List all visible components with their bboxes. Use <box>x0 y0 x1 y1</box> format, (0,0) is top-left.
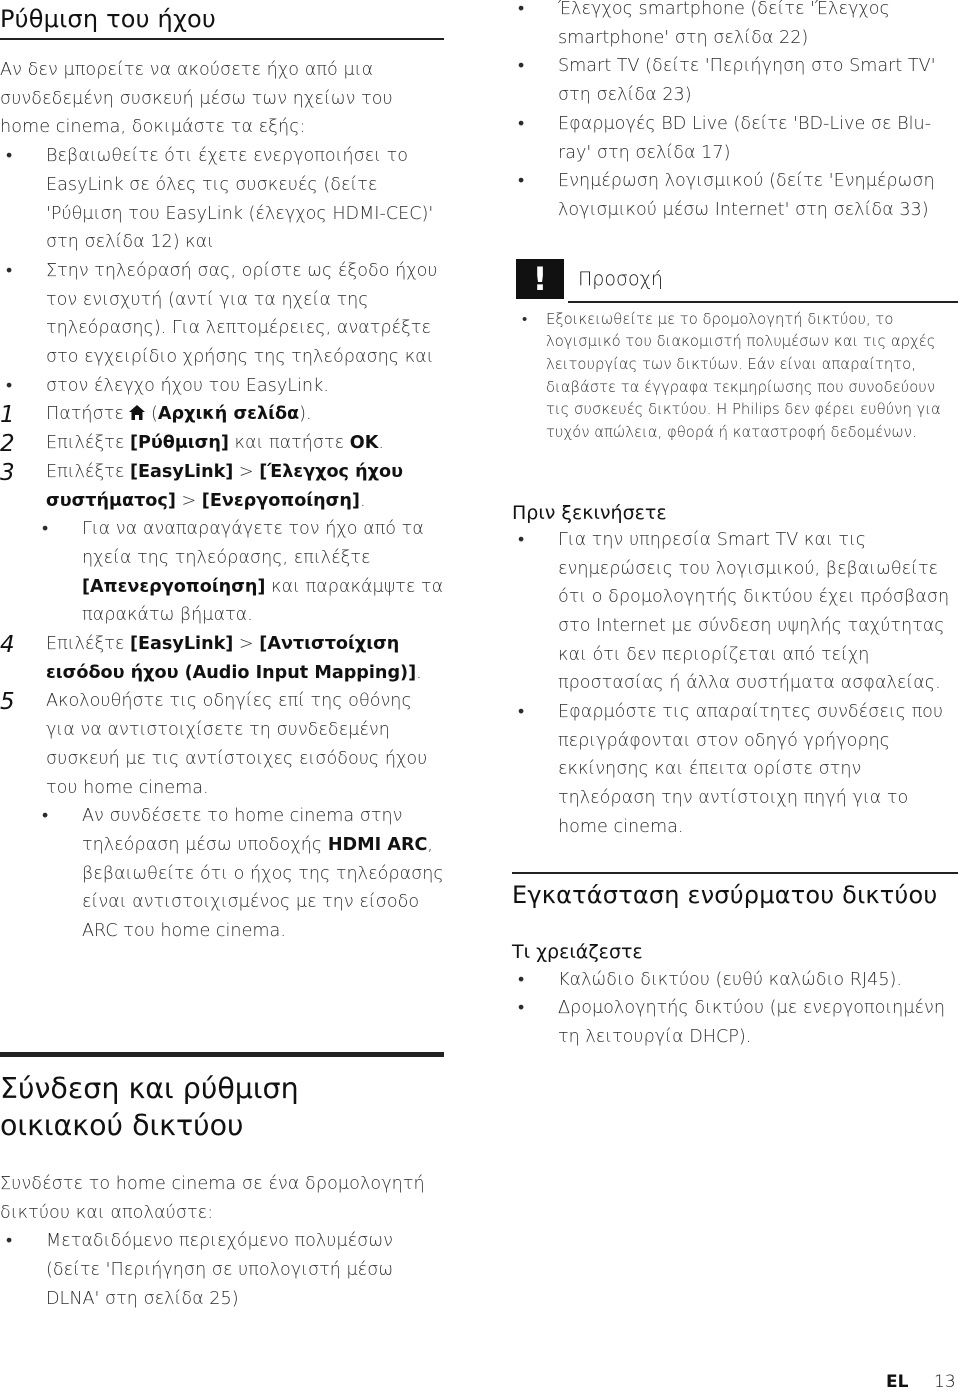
heading-rule <box>0 38 444 40</box>
footer-lang: EL <box>886 1372 909 1392</box>
list-item: • Εφαρμογές BD Live (δείτε 'BD-Live σε Blu-ray' στη σελίδα 17) <box>512 110 958 167</box>
step-text: > <box>233 461 260 482</box>
list-item: • Ενημέρωση λογισμικού (δείτε 'Ενημέρωση λογισμικού μέσω Internet' στη σελίδα 33) <box>512 167 958 224</box>
step-number: 4 <box>0 632 15 659</box>
network-features-list <box>512 0 958 225</box>
list-item: • Εφαρμόστε τις απαραίτητες συνδέσεις που περιγράφονται στον οδηγό γρήγορης εκκίνησης και έπειτα ορίστε στην τηλεόραση την αντίστοιχη πηγή για το home cinema. <box>512 698 958 842</box>
section-rule <box>0 1052 444 1057</box>
note-text: Αν συνδέσετε το home cinema στην τηλεόραση μέσω υποδοχής <box>82 806 403 855</box>
step-number: 1 <box>0 402 15 429</box>
step-keyword: [Έλεγχος ήχου συστήματος] <box>46 461 403 511</box>
page-number: 13 <box>934 1372 956 1392</box>
caution-title: Προσοχή <box>578 267 663 290</box>
step-text: . <box>416 662 422 683</box>
step-text: . <box>378 433 384 454</box>
step-number: 5 <box>0 689 15 716</box>
step-text: Επιλέξτε <box>46 634 130 655</box>
step-text: Ακολουθήστε τις οδηγίες επί της οθόνης για να αντιστοιχίσετε τη συνδεδεμένη συσκευή με τις αντίστοιχες εισόδους ήχου του home cinema. <box>46 691 428 798</box>
intro-paragraph: Αν δεν μπορείτε να ακούσετε ήχο από μια συνδεδεμένη συσκευή μέσω των ηχείων του home cinema, δοκιμάστε τα εξής: <box>0 60 393 138</box>
step-5 <box>0 687 444 802</box>
note-text: , βεβαιωθείτε ότι ο ήχος της τηλεόρασης είναι αντιστοιχισμένος με την είσοδο ARC του home cinema. <box>82 834 444 942</box>
network-intro: Συνδέστε το home cinema σε ένα δρομολογητή δικτύου και απολαύστε: <box>0 1174 425 1223</box>
step-number: 2 <box>0 431 15 458</box>
step-keyword: [EasyLink] <box>129 634 234 655</box>
list-item: • Μεταδιδόμενο περιεχόμενο πολυμέσων (δείτε 'Περιήγηση σε υπολογιστή μέσω DLNA' στη σελίδα 25) <box>0 1227 444 1313</box>
network-heading-line-1: Σύνδεση και ρύθμιση <box>0 1072 299 1105</box>
step-text: ). <box>299 404 312 425</box>
caution-box <box>512 257 958 445</box>
step-text: Πατήστε <box>46 404 130 425</box>
warning-icon: ! <box>516 259 564 299</box>
prereq-list <box>0 142 444 400</box>
caution-header <box>512 257 958 301</box>
step-text: και πατήστε <box>228 433 350 454</box>
wired-network-heading: Εγκατάσταση ενσύρματου δικτύου <box>512 880 938 909</box>
step-keyword: OK <box>349 433 379 454</box>
step-keyword: [Ενεργοποίηση] <box>201 490 360 511</box>
list-item: • Βεβαιωθείτε ότι έχετε ενεργοποιήσει το EasyLink σε όλες τις συσκευές (δείτε 'Ρύθμιση του EasyLink (έλεγχος HDMI-CEC)' στη σελίδα 12) και <box>0 142 444 257</box>
step-text: > <box>233 634 260 655</box>
network-section <box>0 1052 444 1314</box>
note-keyword: HDMI ARC <box>327 834 428 855</box>
step-1 <box>0 400 444 429</box>
before-list <box>512 526 958 842</box>
caution-rule <box>568 301 958 303</box>
before-you-start-heading: Πριν ξεκινήσετε <box>512 501 667 524</box>
right-column <box>512 0 958 1052</box>
list-item: • Δρομολογητής δικτύου (με ενεργοποιημένη τη λειτουργία DHCP). <box>512 994 958 1051</box>
step-4 <box>0 630 444 687</box>
caution-text: • Εξοικειωθείτε με το δρομολογητή δικτύου, το λογισμικό του διακομιστή πολυμέσων και τις αρχές λειτουργίας των δικτύων. Εάν είναι απαραίτητο, διαβάστε τα έγγραφα τεκμηρίωσης που συνοδεύουν τις συσκευές δικτύου. Η Philips δεν φέρει ευθύνη για τυχόν απώλεια, φθορά ή καταστροφή δεδομένων. <box>512 309 958 445</box>
list-item: • Smart TV (δείτε 'Περιήγηση στο Smart TV' στη σελίδα 23) <box>512 52 958 109</box>
note-keyword: [Απενεργοποίηση] <box>82 576 266 597</box>
network-heading-line-2: οικιακού δικτύου <box>0 1109 244 1142</box>
step-text: ( <box>145 404 158 425</box>
step-keyword: [EasyLink] <box>129 461 234 482</box>
note-text: και παρακάμψτε τα παρακάτω βήματα. <box>82 576 444 626</box>
step-3-note <box>0 515 444 630</box>
list-item: • Στην τηλεόρασή σας, ορίστε ως έξοδο ήχου τον ενισχυτή (αντί για τα ηχεία της τηλεόρασης). Για λεπτομέρειες, ανατρέξτε στο εγχειρίδιο χρήσης της τηλεόρασης και <box>0 257 444 372</box>
section-heading-audio-setup: Ρύθμιση του ήχου <box>0 5 216 33</box>
step-text: > <box>175 490 202 511</box>
step-text: . <box>359 490 366 511</box>
step-5-note <box>0 802 444 946</box>
home-icon <box>129 404 145 424</box>
list-item: • στον έλεγχο ήχου του EasyLink. <box>0 372 444 401</box>
step-text: Επιλέξτε <box>46 433 130 454</box>
step-2 <box>0 429 444 458</box>
step-3 <box>0 458 444 515</box>
left-column <box>0 0 444 946</box>
step-keyword: [Ρύθμιση] <box>129 433 229 454</box>
list-item: • Καλώδιο δικτύου (ευθύ καλώδιο RJ45). <box>512 966 958 995</box>
note-text: Για να αναπαραγάγετε τον ήχο από τα ηχεία της τηλεόρασης, επιλέξτε <box>82 519 424 568</box>
wired-rule <box>512 872 958 874</box>
list-item: • Για την υπηρεσία Smart TV και τις ενημερώσεις του λογισμικού, βεβαιωθείτε ότι ο δρομολογητής δικτύου έχει πρόσβαση στο Internet με σύνδεση υψηλής ταχύτητας και ότι δεν περιορίζεται από τείχη προστασίας ή άλλα συστήματα ασφαλείας. <box>512 526 958 698</box>
requirements-heading: Τι χρειάζεστε <box>512 940 643 963</box>
step-number: 3 <box>0 459 15 486</box>
requirements-list <box>512 966 958 1052</box>
list-item: • Έλεγχος smartphone (δείτε 'Έλεγχος smartphone' στη σελίδα 22) <box>512 0 958 52</box>
step-keyword: Αρχική σελίδα <box>157 404 300 425</box>
step-text: Επιλέξτε <box>46 461 130 482</box>
step-keyword: [Αντιστοίχιση εισόδου ήχου (Audio Input Mapping)] <box>46 634 417 683</box>
